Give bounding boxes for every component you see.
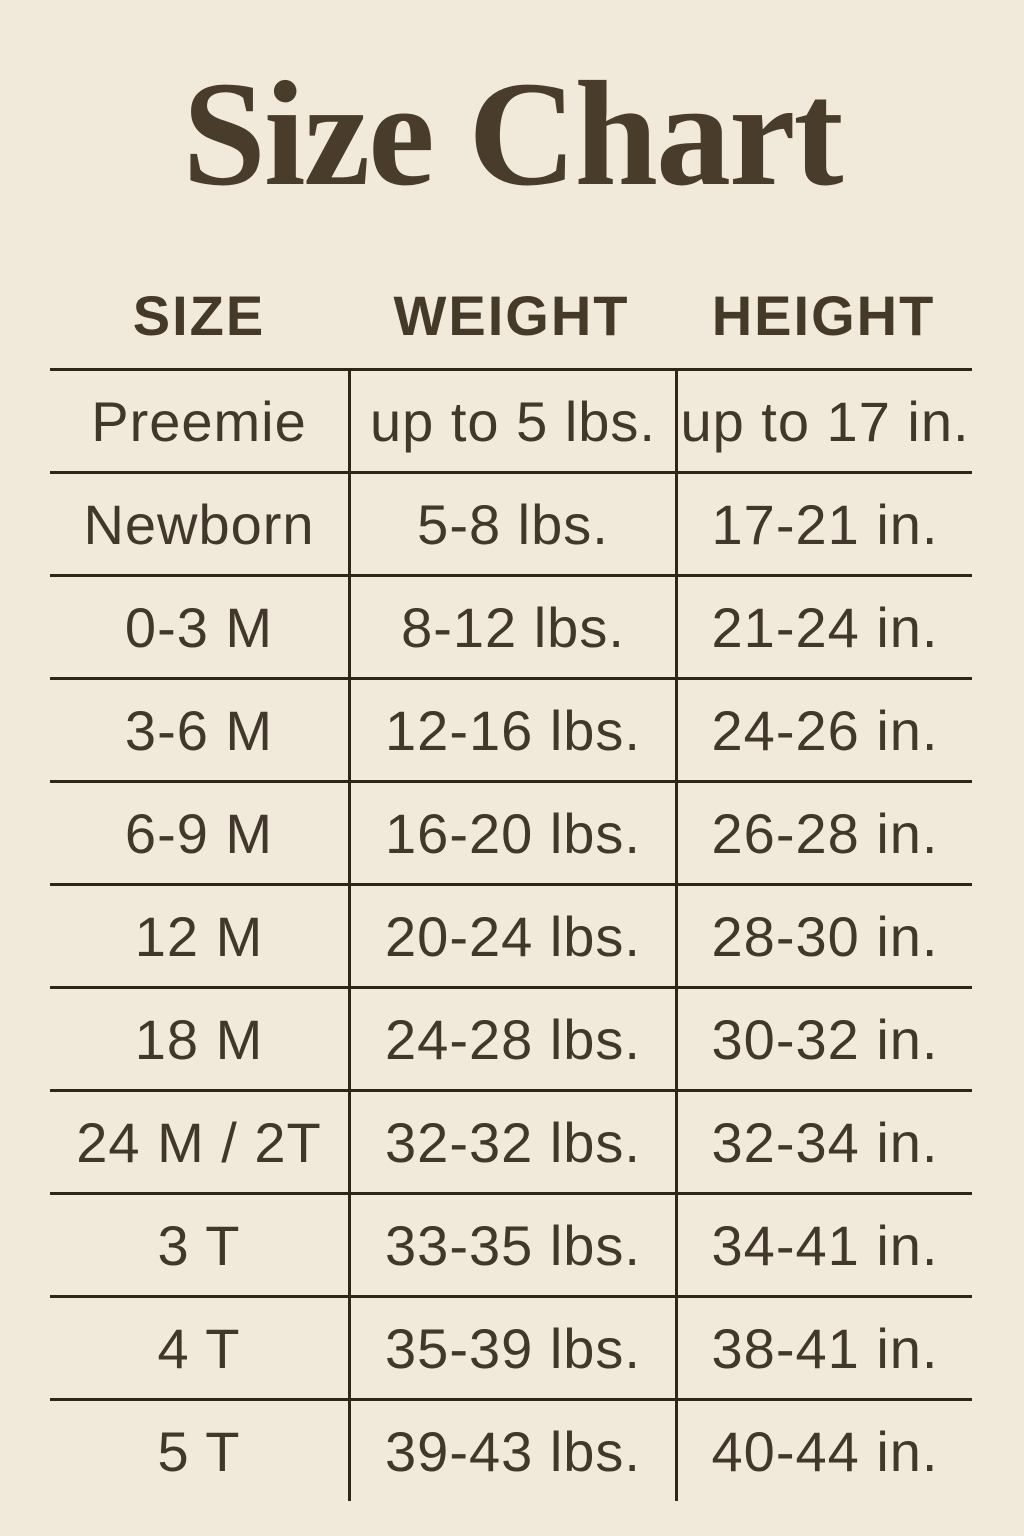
weight-cell: 32-32 lbs. bbox=[348, 1092, 675, 1192]
weight-cell: 12-16 lbs. bbox=[348, 680, 675, 780]
size-cell: 6-9 M bbox=[124, 801, 274, 865]
height-cell: 34-41 in. bbox=[675, 1195, 972, 1295]
height-cell: 40-44 in. bbox=[675, 1401, 972, 1501]
size-cell: 18 M bbox=[134, 1007, 264, 1071]
table-row bbox=[50, 368, 972, 471]
size-cell: 0-3 M bbox=[124, 595, 274, 659]
height-cell: 26-28 in. bbox=[675, 783, 972, 883]
size-cell: 4 T bbox=[157, 1316, 241, 1380]
height-cell: 24-26 in. bbox=[675, 680, 972, 780]
height-cell: up to 17 in. bbox=[675, 371, 972, 471]
weight-cell: 5-8 lbs. bbox=[348, 474, 675, 574]
page-title: Size Chart bbox=[182, 51, 842, 217]
height-cell: 21-24 in. bbox=[675, 577, 972, 677]
weight-cell: 24-28 lbs. bbox=[348, 989, 675, 1089]
size-cell: Preemie bbox=[91, 389, 307, 453]
size-cell: 5 T bbox=[157, 1419, 241, 1483]
weight-cell: 35-39 lbs. bbox=[348, 1298, 675, 1398]
column-header-height: HEIGHT bbox=[711, 283, 936, 347]
weight-cell: 16-20 lbs. bbox=[348, 783, 675, 883]
table-row bbox=[50, 677, 972, 780]
size-cell: 12 M bbox=[134, 904, 264, 968]
table-row bbox=[50, 986, 972, 1089]
height-cell: 28-30 in. bbox=[675, 886, 972, 986]
table-row bbox=[50, 883, 972, 986]
table-row bbox=[50, 1192, 972, 1295]
height-cell: 38-41 in. bbox=[675, 1298, 972, 1398]
table-row bbox=[50, 780, 972, 883]
height-cell: 17-21 in. bbox=[675, 474, 972, 574]
weight-cell: up to 5 lbs. bbox=[348, 371, 675, 471]
table-row bbox=[50, 471, 972, 574]
weight-cell: 33-35 lbs. bbox=[348, 1195, 675, 1295]
table-row bbox=[50, 1295, 972, 1398]
size-cell: 3 T bbox=[157, 1213, 241, 1277]
table-header-row bbox=[50, 262, 972, 368]
size-cell: Newborn bbox=[83, 492, 315, 556]
weight-cell: 20-24 lbs. bbox=[348, 886, 675, 986]
size-cell: 24 M / 2T bbox=[76, 1110, 322, 1174]
column-header-weight: WEIGHT bbox=[393, 283, 630, 347]
table-body bbox=[50, 368, 972, 1501]
table-row bbox=[50, 1398, 972, 1501]
table-row bbox=[50, 1089, 972, 1192]
height-cell: 32-34 in. bbox=[675, 1092, 972, 1192]
weight-cell: 8-12 lbs. bbox=[348, 577, 675, 677]
size-chart-table bbox=[50, 262, 972, 1501]
column-header-size: SIZE bbox=[132, 283, 266, 347]
height-cell: 30-32 in. bbox=[675, 989, 972, 1089]
weight-cell: 39-43 lbs. bbox=[348, 1401, 675, 1501]
table-row bbox=[50, 574, 972, 677]
size-cell: 3-6 M bbox=[124, 698, 274, 762]
